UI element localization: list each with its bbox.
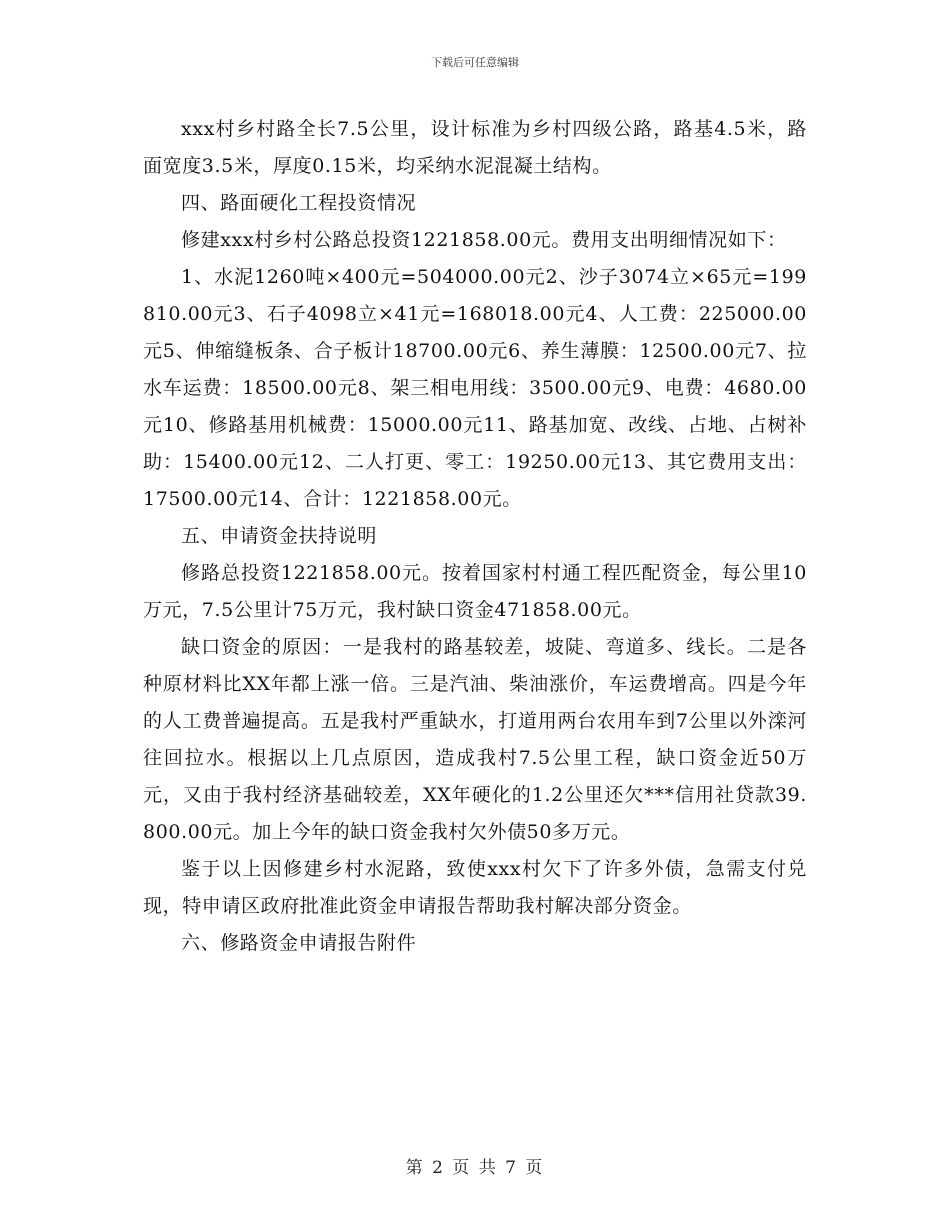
page-number: 第 2 页 共 7 页 — [405, 1158, 545, 1178]
paragraph-gap-reasons: 缺口资金的原因：一是我村的路基较差，坡陡、弯道多、线长。二是各种原材料比XX年都上涨一倍。三是汽油、柴油涨价，车运费增高。四是今年的人工费普遍提高。五是我村严重缺水，打道用两台农用车到7公里以外滦河往回拉水。根据以上几点原因，造成我村7.5公里工程，缺口资金近50万元，又由于我村经济基础较差，XX年硬化的1.2公里还欠***信用社贷款39.800.00元。加上今年的缺口资金我村欠外债50多万元。 — [143, 636, 807, 843]
section-heading-investment: 四、路面硬化工程投资情况 — [181, 192, 417, 214]
paragraph-road-spec: xxx村乡村路全长7.5公里，设计标准为乡村四级公路，路基4.5米，路面宽度3.5米，厚度0.15米，均采纳水泥混凝土结构。 — [143, 118, 807, 177]
document-body — [143, 111, 807, 962]
paragraph-total-investment: 修建xxx村乡村公路总投资1221858.00元。费用支出明细情况如下： — [181, 229, 787, 251]
paragraph-funding-gap: 修路总投资1221858.00元。按着国家村村通工程匹配资金，每公里10万元，7.5公里计75万元，我村缺口资金471858.00元。 — [143, 562, 807, 621]
section-heading-attachment: 六、修路资金申请报告附件 — [181, 932, 417, 954]
page-header-note: 下载后可任意编辑 — [431, 56, 519, 69]
section-heading-funding: 五、申请资金扶持说明 — [181, 525, 378, 547]
paragraph-request: 鉴于以上因修建乡村水泥路，致使xxx村欠下了许多外债，急需支付兑现，特申请区政府批准此资金申请报告帮助我村解决部分资金。 — [143, 858, 807, 917]
paragraph-expense-list: 1、水泥1260吨×400元=504000.00元2、沙子3074立×65元=199810.00元3、石子4098立×41元=168018.00元4、人工费：225000.00元5、伸缩缝板条、合子板计18700.00元6、养生薄膜：12500.00元7、拉水车运费：18500.00元8、架三相电用线：3500.00元9、电费：4680.00元10、修路基用机械费：15000.00元11、路基加宽、改线、占地、占树补助：15400.00元12、二人打更、零工：19250.00元13、其它费用支出：17500.00元14、合计：1221858.00元。 — [143, 266, 807, 510]
